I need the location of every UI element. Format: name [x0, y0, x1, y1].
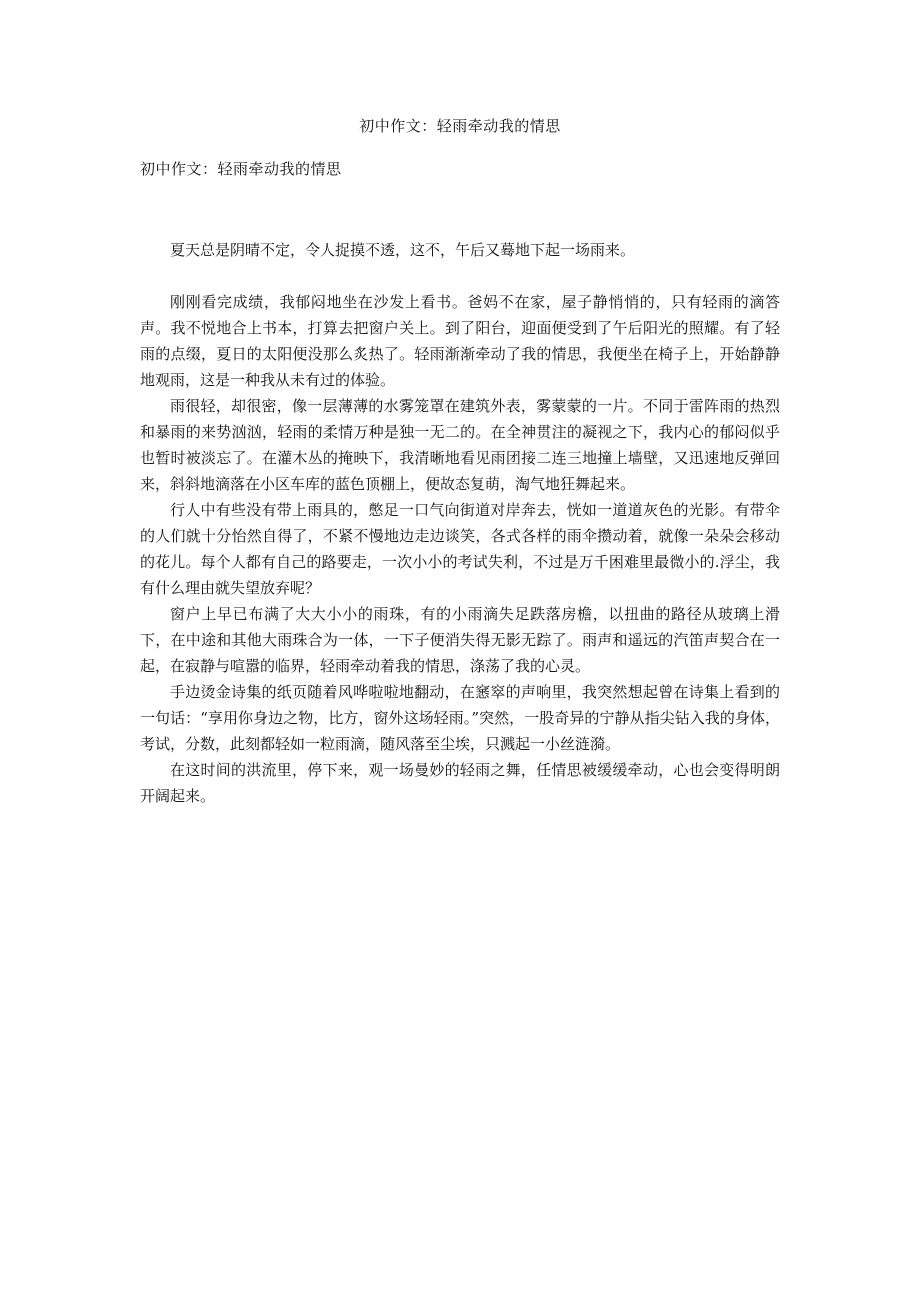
document-body	[140, 237, 780, 809]
paragraph-2: 刚刚看完成绩，我郁闷地坐在沙发上看书。爸妈不在家，屋子静悄悄的，只有轻雨的滴答声。我不悦地合上书本，打算去把窗户关上。到了阳台，迎面便受到了午后阳光的照耀。有了轻雨的点缀，夏日的太阳便没那么炙热了。轻雨渐渐牵动了我的情思，我便坐在椅子上，开始静静地观雨，这是一种我从未有过的体验。	[140, 293, 780, 389]
paragraph-3: 雨很轻，却很密，像一层薄薄的水雾笼罩在建筑外表，雾蒙蒙的一片。不同于雷阵雨的热烈和暴雨的来势汹汹，轻雨的柔情万种是独一无二的。在全神贯注的凝视之下，我内心的郁闷似乎也暂时被淡忘了。在灌木丛的掩映下，我清晰地看见雨团接二连三地撞上墙壁，又迅速地反弹回来，斜斜地滴落在小区车库的蓝色顶棚上，便故态复萌，淘气地狂舞起来。	[140, 397, 780, 493]
document-title: 初中作文：轻雨牵动我的情思	[359, 117, 561, 135]
paragraph-1: 夏天总是阴晴不定，令人捉摸不透，这不，午后又蓦地下起一场雨来。	[170, 241, 636, 259]
paragraph-5: 窗户上早已布满了大大小小的雨珠，有的小雨滴失足跌落房檐，以扭曲的路径从玻璃上滑下，在中途和其他大雨珠合为一体，一下子便消失得无影无踪了。雨声和遥远的汽笛声契合在一起，在寂静与喧嚣的临界，轻雨牵动着我的情思，涤荡了我的心灵。	[140, 605, 780, 675]
paragraph-4: 行人中有些没有带上雨具的，憋足一口气向街道对岸奔去，恍如一道道灰色的光影。有带伞的人们就十分怡然自得了，不紧不慢地边走边谈笑，各式各样的雨伞攒动着，就像一朵朵会移动的花儿。每个人都有自己的路要走，一次小小的考试失利，不过是万千困难里最微小的.浮尘，我有什么理由就失望放弃呢？	[140, 501, 780, 597]
paragraph-6: 手边烫金诗集的纸页随着风哗啦啦地翻动，在窸窣的声响里，我突然想起曾在诗集上看到的一句话：“享用你身边之物，比方，窗外这场轻雨。”突然，一股奇异的宁静从指尖钻入我的身体，考试，分数，此刻都轻如一粒雨滴，随风落至尘埃，只溅起一小丝涟漪。	[140, 683, 780, 753]
document-subtitle: 初中作文：轻雨牵动我的情思	[140, 160, 342, 178]
paragraph-7: 在这时间的洪流里，停下来，观一场曼妙的轻雨之舞，任情思被缓缓牵动，心也会变得明朗开阔起来。	[140, 761, 780, 805]
